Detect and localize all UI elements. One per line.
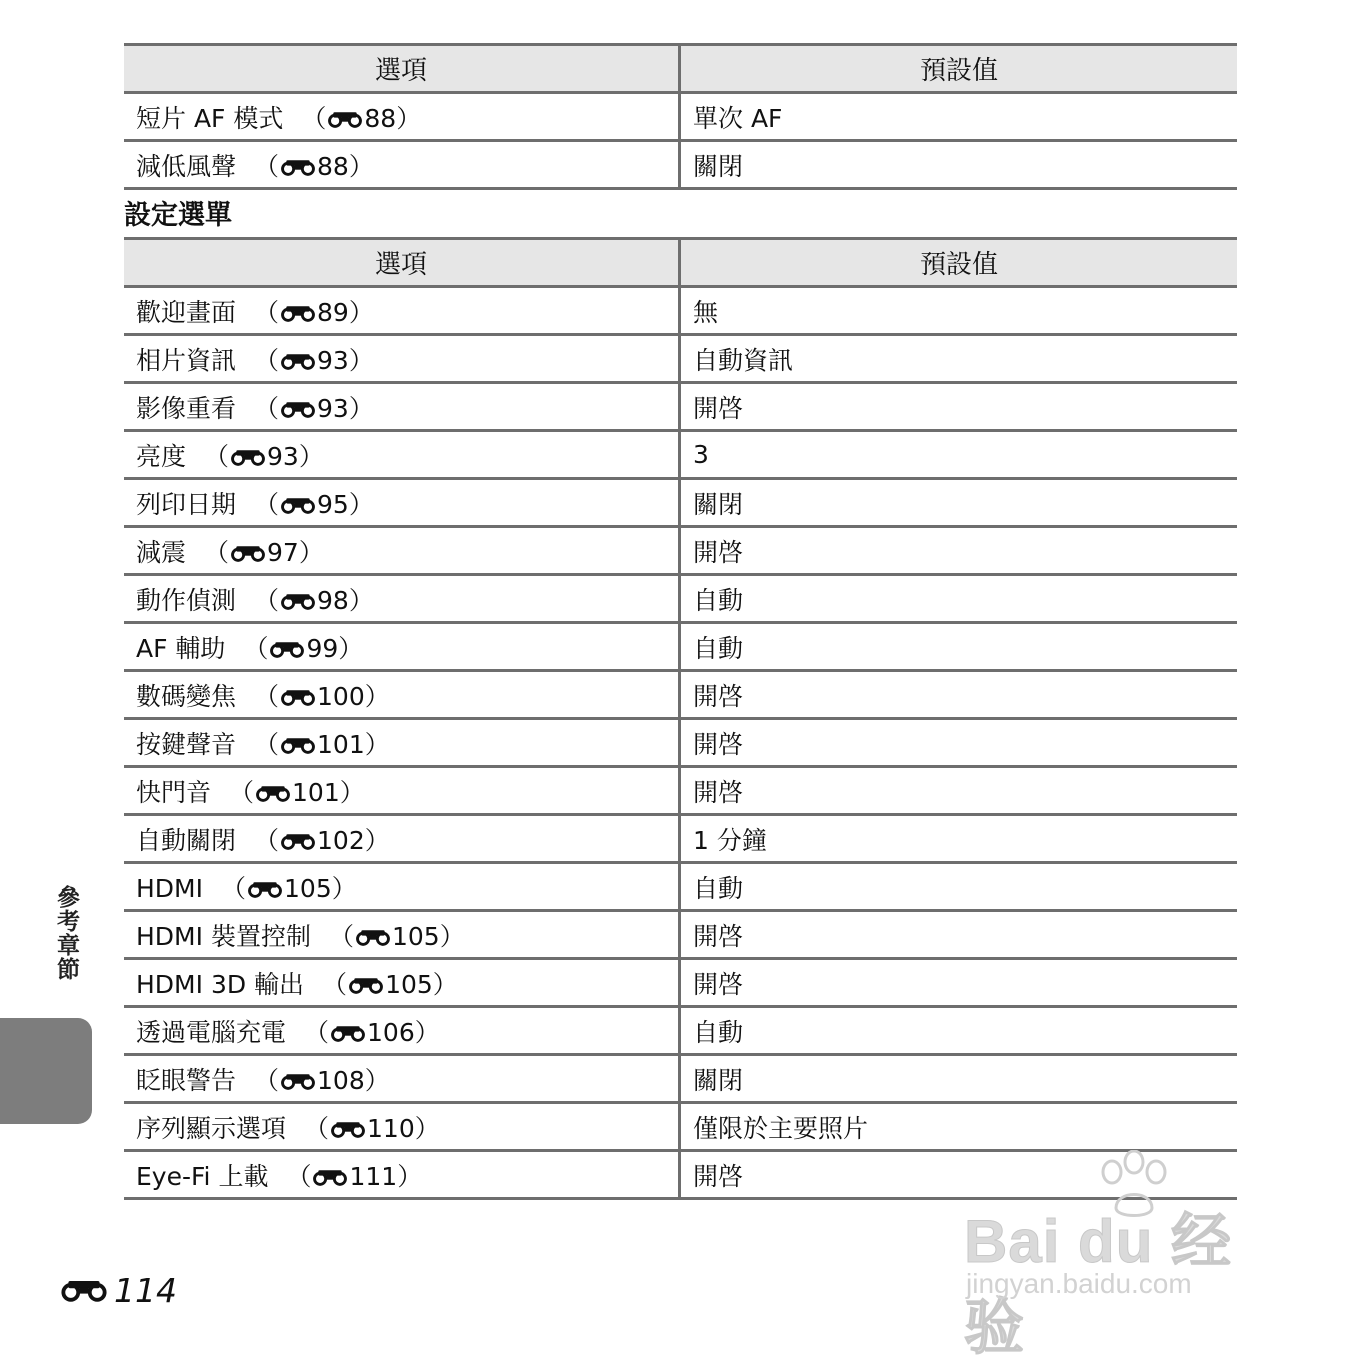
- table-row: [124, 959, 1237, 1007]
- watermark-brand: Bai du 经验: [964, 1208, 1233, 1361]
- page-reference: [304, 1018, 440, 1047]
- option-label: 按鍵聲音: [136, 729, 237, 759]
- paren-open: （: [286, 1161, 312, 1191]
- table-header-row: [124, 45, 1237, 93]
- page-number: [58, 1270, 177, 1310]
- option-cell: [124, 141, 680, 189]
- reference-page-number: 99: [306, 633, 339, 663]
- default-value-cell: 單次 AF: [680, 93, 1238, 141]
- option-cell: [124, 287, 680, 335]
- paren-open: （: [254, 489, 280, 519]
- reference-binocular-icon: [280, 688, 316, 706]
- paren-close: ）: [348, 297, 374, 327]
- default-value-cell: 無: [680, 287, 1238, 335]
- option-cell: [124, 767, 680, 815]
- table-row: [124, 863, 1237, 911]
- paren-open: （: [254, 681, 280, 711]
- default-value-cell: 自動: [680, 1007, 1238, 1055]
- table-header-row: [124, 239, 1237, 287]
- option-label: 歡迎畫面: [136, 297, 237, 327]
- option-label: 動作偵測: [136, 585, 237, 615]
- paren-close: ）: [348, 393, 374, 423]
- paren-open: （: [254, 345, 280, 375]
- reference-binocular-icon: [355, 928, 391, 946]
- default-value-cell: 開啓: [680, 527, 1238, 575]
- option-cell: [124, 93, 680, 141]
- reference-page-number: 88: [364, 103, 397, 133]
- option-label: HDMI 3D 輸出: [136, 969, 305, 999]
- default-value-cell: 關閉: [680, 479, 1238, 527]
- watermark-url: jingyan.baidu.com: [966, 1268, 1192, 1299]
- page-reference: [304, 1114, 440, 1143]
- reference-binocular-icon: [269, 640, 305, 658]
- option-label: 快門音: [136, 777, 212, 807]
- paren-close: ）: [396, 103, 422, 133]
- reference-page-number: 98: [317, 585, 349, 615]
- option-label: 亮度: [136, 441, 187, 471]
- paren-open: （: [229, 777, 255, 807]
- reference-binocular-icon: [230, 544, 266, 562]
- reference-page-number: 88: [317, 151, 349, 181]
- reference-binocular-icon: [280, 1072, 316, 1090]
- page-reference: [254, 346, 374, 375]
- paren-open: （: [301, 103, 327, 133]
- paren-close: ）: [338, 633, 364, 663]
- option-cell: [124, 959, 680, 1007]
- table-row: [124, 815, 1237, 863]
- paren-close: ）: [397, 1161, 423, 1191]
- default-value-cell: 自動: [680, 575, 1238, 623]
- table-row: [124, 527, 1237, 575]
- option-label: 列印日期: [136, 489, 237, 519]
- paren-close: ）: [331, 873, 357, 903]
- page-reference: [301, 104, 421, 133]
- side-tab: [0, 1018, 92, 1124]
- option-cell: [124, 911, 680, 959]
- option-label: 序列顯示選項: [136, 1113, 287, 1143]
- default-value-cell: 自動: [680, 863, 1238, 911]
- table-row: [124, 623, 1237, 671]
- reference-binocular-icon: [280, 158, 316, 176]
- option-label: 減震: [136, 537, 187, 567]
- option-cell: [124, 719, 680, 767]
- table-row: [124, 287, 1237, 335]
- table-row: [124, 93, 1237, 141]
- paren-open: （: [254, 729, 280, 759]
- reference-page-number: 93: [317, 393, 349, 423]
- default-settings-table-movie: [124, 43, 1237, 190]
- option-cell: [124, 1007, 680, 1055]
- table-row: [124, 383, 1237, 431]
- table-row: [124, 767, 1237, 815]
- table-row: [124, 431, 1237, 479]
- column-header-option: 選項: [124, 45, 680, 93]
- option-label: 透過電腦充電: [136, 1017, 287, 1047]
- option-cell: [124, 815, 680, 863]
- option-label: 相片資訊: [136, 345, 237, 375]
- paren-open: （: [254, 393, 280, 423]
- paren-close: ）: [348, 585, 374, 615]
- default-value-cell: 1 分鐘: [680, 815, 1238, 863]
- reference-page-number: 105: [391, 921, 440, 951]
- paren-close: ）: [339, 777, 365, 807]
- option-cell: [124, 383, 680, 431]
- paren-open: （: [322, 969, 348, 999]
- paren-close: ）: [414, 1113, 440, 1143]
- table-row: [124, 1007, 1237, 1055]
- table-row: [124, 1055, 1237, 1103]
- page-reference: [204, 538, 324, 567]
- paren-close: ）: [364, 729, 390, 759]
- reference-binocular-icon: [230, 448, 266, 466]
- page-reference: [229, 778, 365, 807]
- reference-page-number: 101: [292, 777, 340, 807]
- page-reference: [243, 634, 363, 663]
- page-reference: [329, 922, 465, 951]
- default-value-cell: 開啓: [680, 671, 1238, 719]
- page-reference: [254, 586, 374, 615]
- page-number-text: 114: [114, 1270, 177, 1310]
- reference-binocular-icon: [280, 736, 316, 754]
- paren-close: ）: [364, 825, 390, 855]
- paren-close: ）: [364, 681, 390, 711]
- section-title-setup-menu: 設定選單: [124, 200, 232, 231]
- reference-binocular-icon: [330, 1120, 366, 1138]
- option-label: 減低風聲: [136, 151, 237, 181]
- reference-page-number: 105: [385, 969, 433, 999]
- table-row: [124, 1151, 1237, 1199]
- column-header-option: 選項: [124, 239, 680, 287]
- paren-close: ）: [348, 151, 374, 181]
- table-row: [124, 141, 1237, 189]
- default-value-cell: 開啓: [680, 1151, 1238, 1199]
- reference-page-number: 89: [317, 297, 349, 327]
- table-row: [124, 911, 1237, 959]
- reference-binocular-icon: [330, 1024, 366, 1042]
- default-value-cell: 開啓: [680, 767, 1238, 815]
- reference-page-number: 97: [267, 537, 299, 567]
- table-row: [124, 479, 1237, 527]
- table-row: [124, 719, 1237, 767]
- reference-binocular-icon: [280, 400, 316, 418]
- default-value-cell: 關閉: [680, 141, 1238, 189]
- option-label: HDMI: [136, 873, 203, 903]
- table-row: [124, 671, 1237, 719]
- paren-close: ）: [414, 1017, 440, 1047]
- paren-close: ）: [432, 969, 458, 999]
- paren-open: （: [221, 873, 247, 903]
- paren-open: （: [254, 825, 280, 855]
- paren-open: （: [304, 1017, 330, 1047]
- option-label: 影像重看: [136, 393, 237, 423]
- page-reference: [254, 682, 390, 711]
- option-label: 自動關閉: [136, 825, 237, 855]
- page-reference: [254, 1066, 390, 1095]
- paren-open: （: [254, 1065, 280, 1095]
- default-value-cell: 開啓: [680, 959, 1238, 1007]
- option-label: 短片 AF 模式: [136, 103, 284, 133]
- paren-open: （: [254, 151, 280, 181]
- default-value-cell: 關閉: [680, 1055, 1238, 1103]
- page-reference: [254, 152, 374, 181]
- default-value-cell: 自動: [680, 623, 1238, 671]
- column-header-default: 預設值: [680, 239, 1238, 287]
- paren-open: （: [204, 537, 230, 567]
- default-value-cell: 僅限於主要照片: [680, 1103, 1238, 1151]
- reference-binocular-icon: [280, 832, 316, 850]
- option-cell: [124, 479, 680, 527]
- reference-page-number: 95: [317, 489, 349, 519]
- reference-binocular-icon: [280, 352, 316, 370]
- table-row: [124, 575, 1237, 623]
- page-reference: [322, 970, 458, 999]
- default-settings-table-setup: [124, 237, 1237, 1200]
- side-tab-label: 參考章節: [53, 885, 79, 981]
- option-cell: [124, 1103, 680, 1151]
- reference-binocular-icon: [255, 784, 291, 802]
- page-reference: [221, 874, 357, 903]
- table-row: [124, 335, 1237, 383]
- option-label: Eye-Fi 上載: [136, 1161, 269, 1191]
- page-reference: [204, 442, 324, 471]
- paren-close: ）: [439, 921, 465, 951]
- reference-binocular-icon: [58, 1278, 110, 1302]
- option-cell: [124, 671, 680, 719]
- reference-binocular-icon: [348, 976, 384, 994]
- table-row: [124, 1103, 1237, 1151]
- paren-close: ）: [348, 345, 374, 375]
- reference-page-number: 100: [317, 681, 365, 711]
- option-label: HDMI 裝置控制: [136, 921, 311, 951]
- option-cell: [124, 1151, 680, 1199]
- page-reference: [286, 1162, 422, 1191]
- default-value-cell: 開啓: [680, 719, 1238, 767]
- paren-close: ）: [348, 489, 374, 519]
- default-value-cell: 自動資訊: [680, 335, 1238, 383]
- page-reference: [254, 826, 390, 855]
- page-reference: [254, 490, 374, 519]
- reference-page-number: 108: [317, 1065, 365, 1095]
- reference-binocular-icon: [280, 304, 316, 322]
- reference-binocular-icon: [280, 592, 316, 610]
- paren-open: （: [254, 297, 280, 327]
- paren-open: （: [243, 633, 269, 663]
- reference-page-number: 106: [367, 1017, 415, 1047]
- paren-close: ）: [298, 537, 324, 567]
- column-header-default: 預設值: [680, 45, 1238, 93]
- default-value-cell: 開啓: [680, 383, 1238, 431]
- reference-binocular-icon: [247, 880, 283, 898]
- option-cell: [124, 863, 680, 911]
- reference-page-number: 105: [284, 873, 332, 903]
- page-reference: [254, 298, 374, 327]
- paren-open: （: [204, 441, 230, 471]
- reference-page-number: 93: [267, 441, 299, 471]
- option-cell: [124, 335, 680, 383]
- option-cell: [124, 527, 680, 575]
- reference-binocular-icon: [280, 496, 316, 514]
- paren-close: ）: [364, 1065, 390, 1095]
- reference-page-number: 110: [367, 1113, 415, 1143]
- default-value-cell: 開啓: [680, 911, 1238, 959]
- paren-close: ）: [298, 441, 324, 471]
- reference-binocular-icon: [312, 1168, 348, 1186]
- page-reference: [254, 730, 390, 759]
- paren-open: （: [328, 921, 354, 951]
- default-value-cell: 3: [680, 431, 1238, 479]
- reference-page-number: 111: [349, 1161, 398, 1191]
- option-label: AF 輔助: [136, 633, 226, 663]
- reference-page-number: 101: [317, 729, 365, 759]
- reference-page-number: 93: [317, 345, 349, 375]
- paren-open: （: [254, 585, 280, 615]
- page-reference: [254, 394, 374, 423]
- paren-open: （: [304, 1113, 330, 1143]
- option-label: 數碼變焦: [136, 681, 237, 711]
- reference-binocular-icon: [327, 110, 363, 128]
- option-cell: [124, 575, 680, 623]
- option-label: 眨眼警告: [136, 1065, 237, 1095]
- reference-page-number: 102: [317, 825, 365, 855]
- option-cell: [124, 623, 680, 671]
- option-cell: [124, 431, 680, 479]
- option-cell: [124, 1055, 680, 1103]
